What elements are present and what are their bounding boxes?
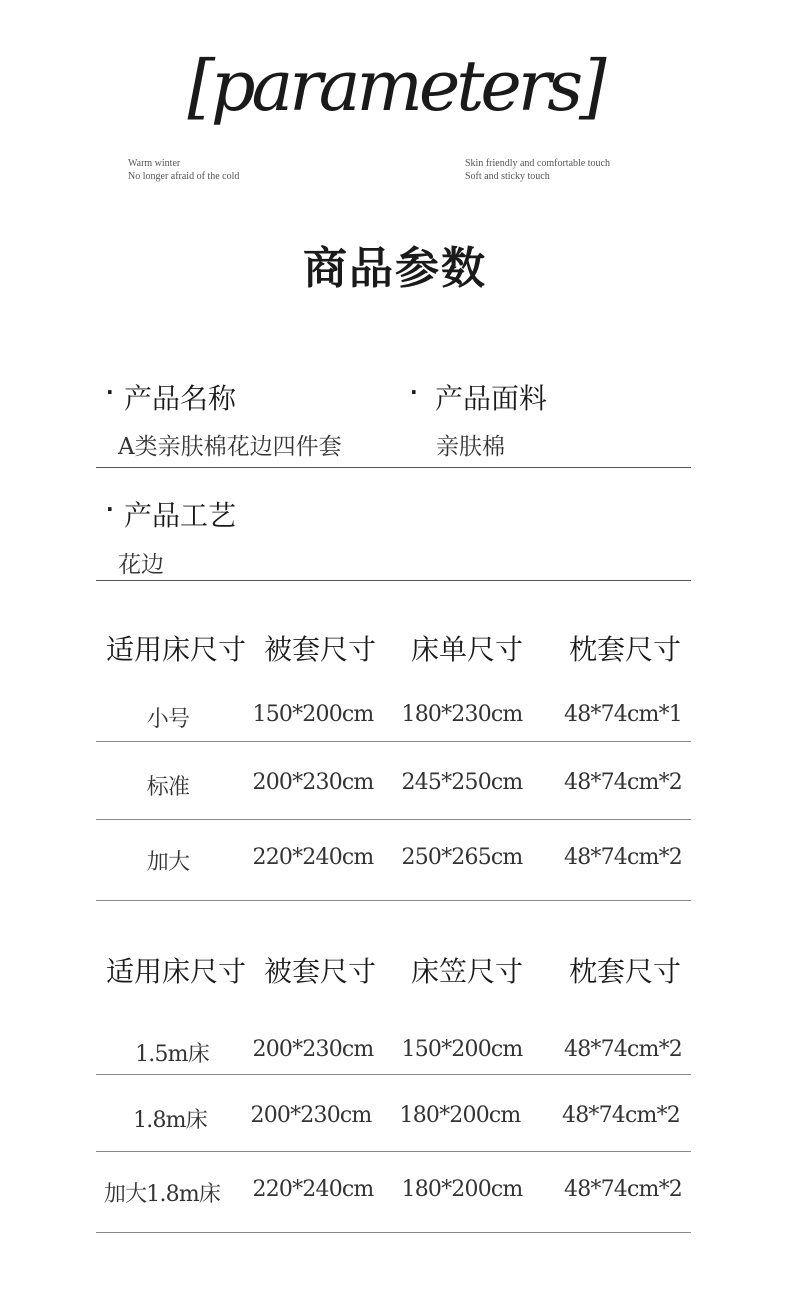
- product-name-value: A类亲肤棉花边四件套: [118, 434, 342, 460]
- bullet-dot: ·: [106, 380, 114, 404]
- tagline-left-line2: No longer afraid of the cold: [128, 171, 240, 182]
- table1-cell: 标准: [146, 775, 190, 800]
- row-divider: [96, 1151, 691, 1152]
- table1-header-bed: 适用床尺寸: [105, 633, 246, 666]
- tagline-right-line2: Soft and sticky touch: [465, 171, 550, 182]
- table1-cell: 48*74cm*2: [564, 845, 682, 870]
- table1-cell: 245*250cm: [401, 770, 523, 795]
- product-craft-value: 花边: [118, 552, 164, 578]
- table1-header-duvet: 被套尺寸: [263, 633, 376, 666]
- table1-cell: 48*74cm*1: [564, 702, 682, 727]
- table1-header-sheet: 床单尺寸: [410, 633, 523, 666]
- table2-cell: 180*200cm: [401, 1177, 523, 1202]
- table2-header-bed: 适用床尺寸: [105, 955, 246, 988]
- tagline-right: [465, 157, 610, 183]
- tagline-left: [128, 157, 239, 183]
- table2-header-fitted-sheet: 床笠尺寸: [410, 955, 523, 988]
- product-fabric-value: 亲肤棉: [436, 434, 505, 460]
- tagline-right-line1: Skin friendly and comfortable touch: [465, 158, 610, 169]
- table2-cell: 48*74cm*2: [564, 1037, 682, 1062]
- divider: [96, 467, 691, 468]
- bullet-dot: ·: [410, 380, 418, 404]
- table2-header-pillow: 枕套尺寸: [568, 955, 681, 988]
- bullet-dot: ·: [106, 497, 114, 521]
- table1-cell: 加大: [146, 850, 190, 875]
- table2-cell: 150*200cm: [401, 1037, 523, 1062]
- table2-header-duvet: 被套尺寸: [263, 955, 376, 988]
- table2-cell: 48*74cm*2: [562, 1103, 680, 1128]
- tagline-left-line1: Warm winter: [128, 158, 181, 169]
- product-fabric-label: 产品面料: [435, 382, 548, 415]
- row-divider: [96, 900, 691, 901]
- table2-cell: 220*240cm: [252, 1177, 374, 1202]
- product-craft-label: 产品工艺: [124, 499, 237, 532]
- table1-cell: 200*230cm: [252, 770, 374, 795]
- table2-cell: 180*200cm: [399, 1103, 521, 1128]
- table1-cell: 180*230cm: [401, 702, 523, 727]
- table2-cell: 200*230cm: [252, 1037, 374, 1062]
- product-name-label: 产品名称: [124, 382, 237, 415]
- table2-cell: 1.8m床: [133, 1108, 207, 1133]
- table2-cell: 1.5m床: [135, 1042, 209, 1067]
- hero-title: [parameters]: [187, 45, 603, 127]
- divider: [96, 580, 691, 581]
- table2-cell: 加大1.8m床: [103, 1182, 221, 1207]
- table2-cell: 200*230cm: [250, 1103, 372, 1128]
- table1-cell: 48*74cm*2: [564, 770, 682, 795]
- table1-cell: 小号: [146, 707, 190, 732]
- row-divider: [96, 1074, 691, 1075]
- row-divider: [96, 741, 691, 742]
- table1-cell: 220*240cm: [252, 845, 374, 870]
- table2-cell: 48*74cm*2: [564, 1177, 682, 1202]
- table1-header-pillow: 枕套尺寸: [568, 633, 681, 666]
- table1-cell: 150*200cm: [252, 702, 374, 727]
- section-title: 商品参数: [303, 243, 487, 294]
- row-divider: [96, 819, 691, 820]
- row-divider: [96, 1232, 691, 1233]
- table1-cell: 250*265cm: [401, 845, 523, 870]
